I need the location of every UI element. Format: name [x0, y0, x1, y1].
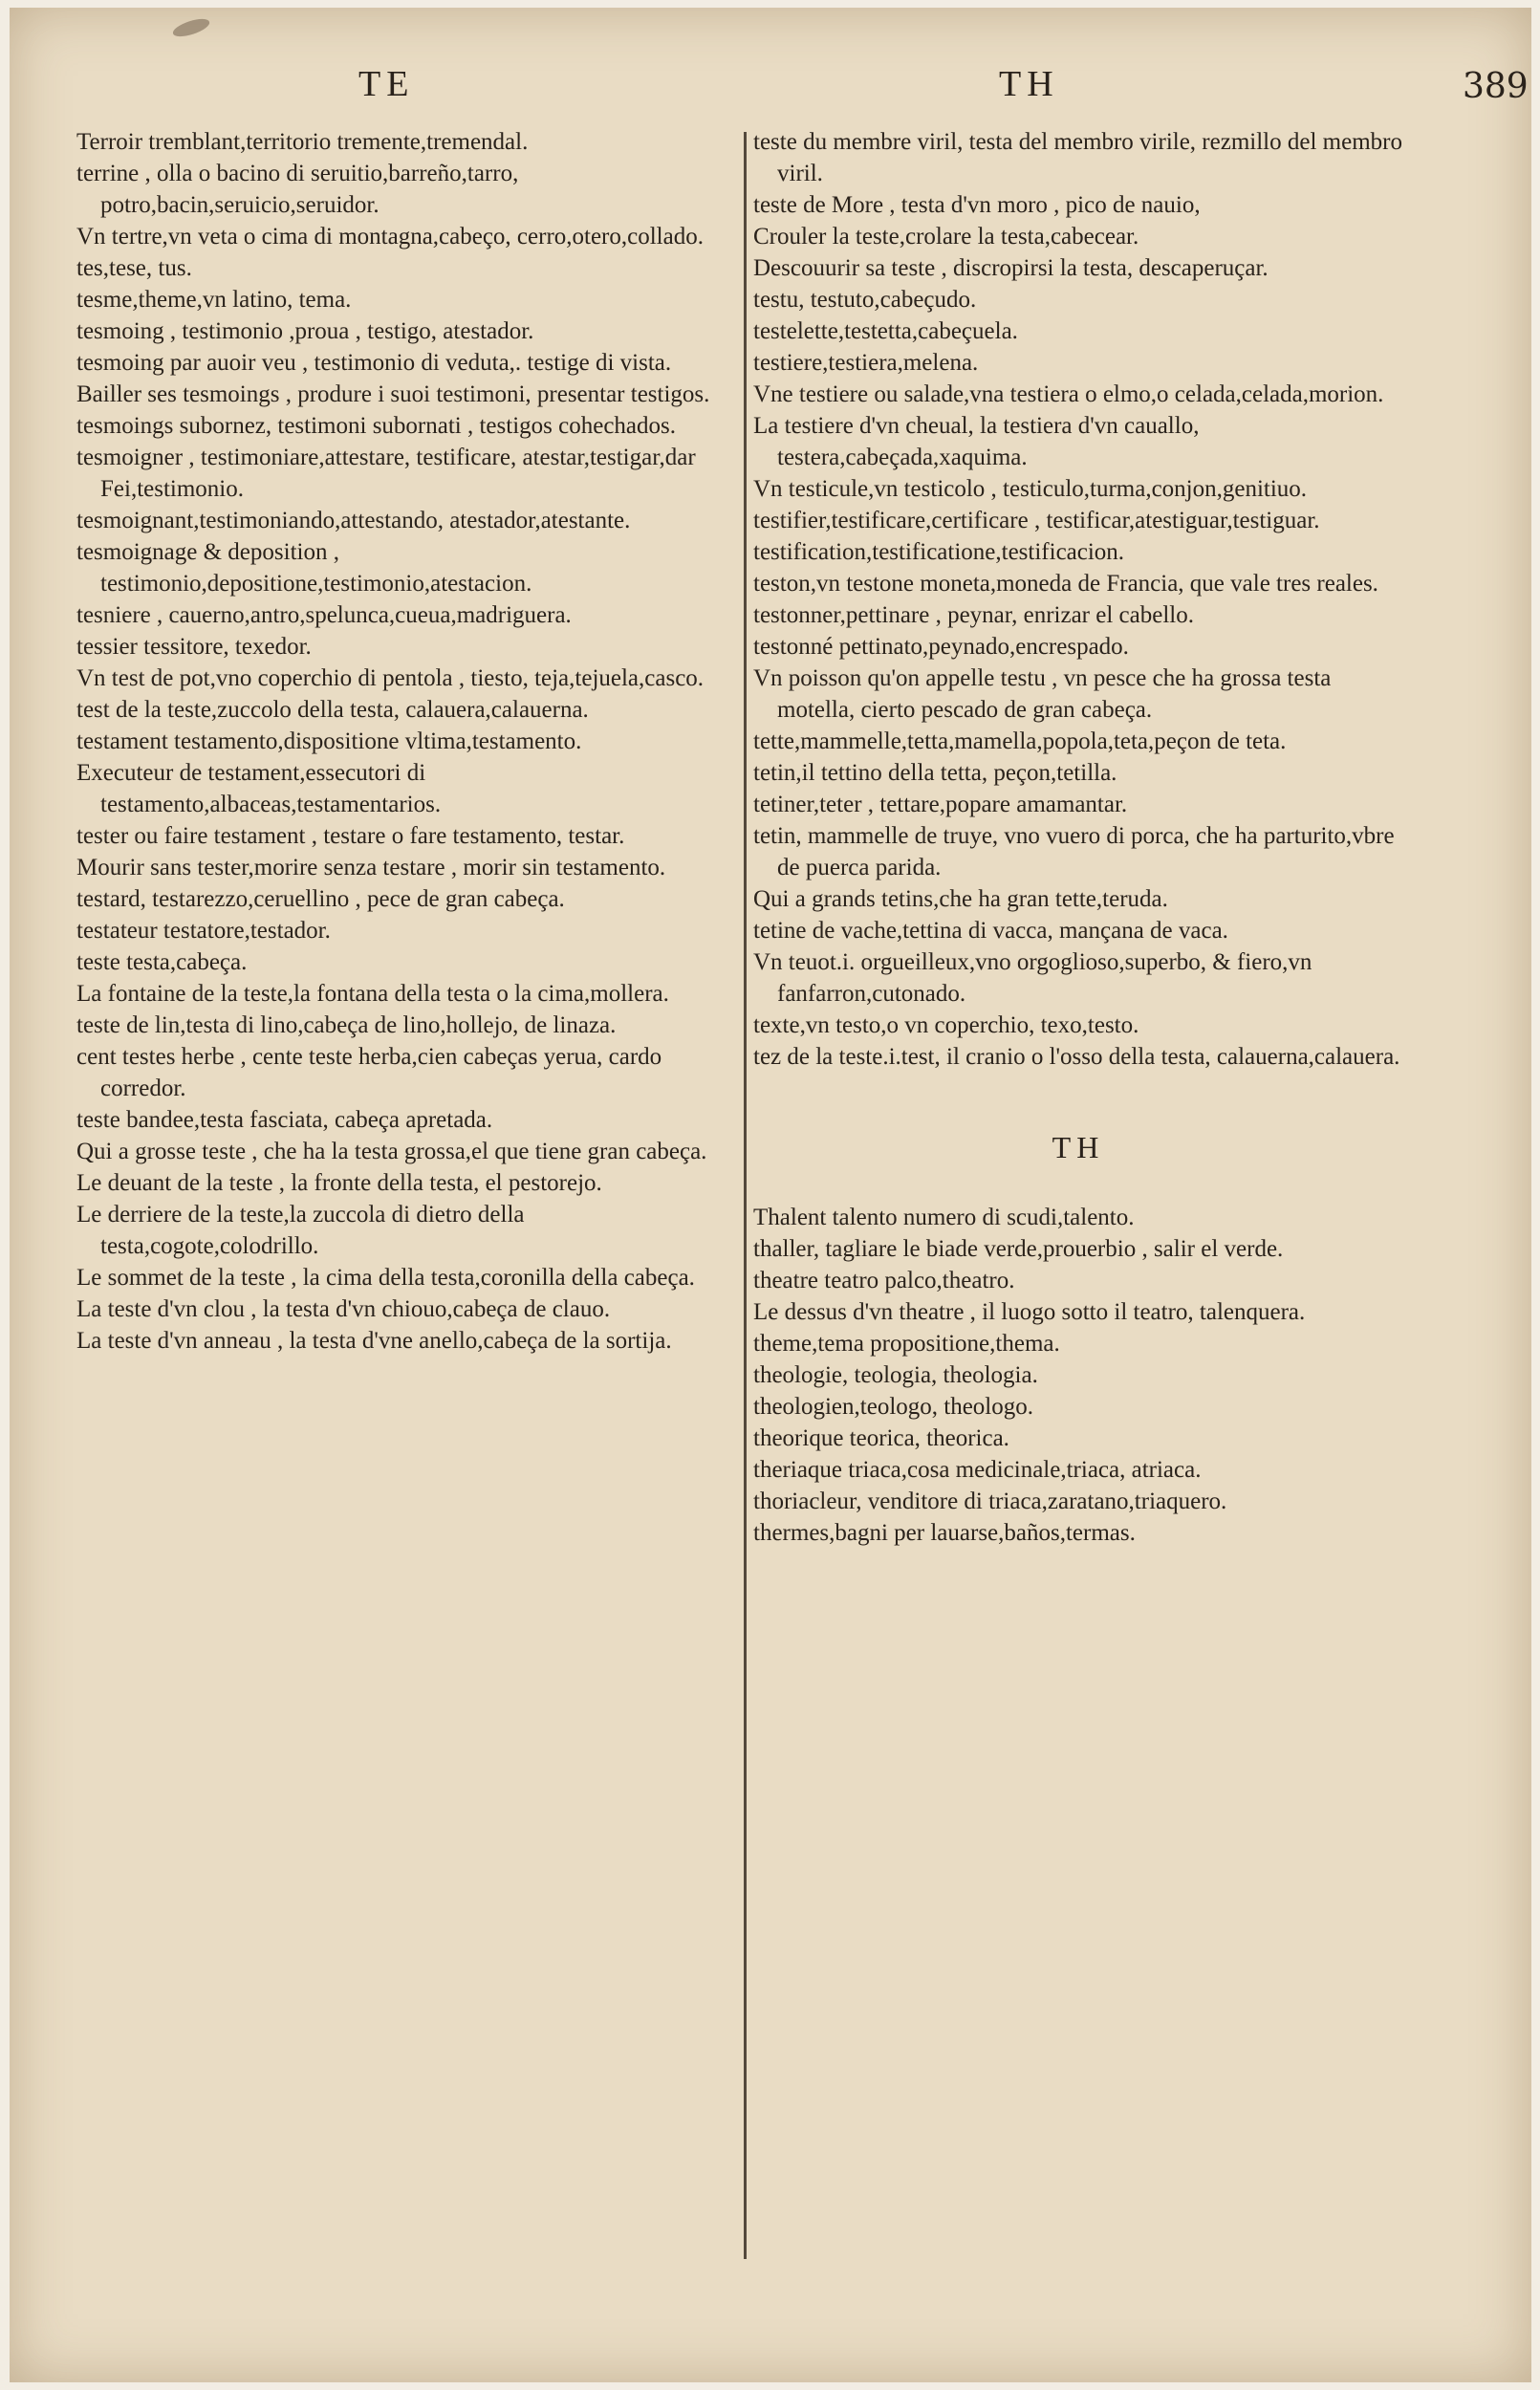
entry: tesmoignant,testimoniando,attestando, atestador,atestante.	[76, 508, 631, 533]
entry: La fontaine de la teste,la fontana della testa o la cima,mollera.	[76, 981, 669, 1007]
entry: cent testes herbe , cente teste herba,cien cabeças yerua, cardo corredor.	[76, 1044, 662, 1101]
entry: Le deuant de la teste , la fronte della testa, el pestorejo.	[76, 1170, 602, 1196]
entry: tetiner,teter , tettare,popare amamantar.	[753, 792, 1128, 817]
entry: Executeur de testament,essecutori di testamento,albaceas,testamentarios.	[76, 760, 442, 817]
entry: La teste d'vn clou , la testa d'vn chiouo,cabeça de clauo.	[76, 1296, 611, 1322]
entry: La testiere d'vn cheual, la testiera d'vn cauallo, testera,cabeçada,xaquima.	[753, 413, 1200, 470]
entry: Qui a grands tetins,che ha gran tette,teruda.	[753, 886, 1168, 912]
entry: theme,tema propositione,thema.	[753, 1331, 1060, 1357]
entry: testament testamento,dispositione vltima,testamento.	[76, 728, 582, 754]
entry: tester ou faire testament , testare o fare testamento, testar.	[76, 823, 625, 849]
th-section-heading: TH	[1052, 1130, 1105, 1164]
entry: testu, testuto,cabeçudo.	[753, 287, 977, 313]
entry: teste testa,cabeça.	[76, 949, 248, 975]
entry: testiere,testiera,melena.	[753, 350, 979, 376]
entry: tetin, mammelle de truye, vno vuero di porca, che ha parturito,vbre de puerca parida.	[753, 823, 1395, 880]
entry: La teste d'vn anneau , la testa d'vne anello,cabeça de la sortija.	[76, 1328, 672, 1354]
entry: theorique teorica, theorica.	[753, 1425, 1009, 1451]
entry: theologien,teologo, theologo.	[753, 1394, 1034, 1420]
left-column-header: TE	[358, 64, 415, 104]
entry: tesmoigner , testimoniare,attestare, testificare, atestar,testigar,dar Fei,testimonio.	[76, 445, 696, 502]
entry: thermes,bagni per lauarse,baños,termas.	[753, 1520, 1136, 1546]
entry: theatre teatro palco,theatro.	[753, 1268, 1015, 1293]
entry: tetine de vache,tettina di vacca, mançana de vaca.	[753, 918, 1228, 944]
entry: tes,tese, tus.	[76, 255, 192, 281]
entry: tesmoings subornez, testimoni subornati , testigos cohechados.	[76, 413, 676, 439]
entry: thaller, tagliare le biade verde,prouerbio , salir el verde.	[753, 1236, 1284, 1262]
entry: Le sommet de la teste , la cima della testa,coronilla della cabeça.	[76, 1265, 695, 1291]
entry: tette,mammelle,tetta,mamella,popola,teta,peçon de teta.	[753, 728, 1287, 754]
entry: tez de la teste.i.test, il cranio o l'osso della testa, calauerna,calauera.	[753, 1044, 1400, 1070]
entry: testifier,testificare,certificare , testificar,atestiguar,testiguar.	[753, 508, 1320, 533]
entry: Vn poisson qu'on appelle testu , vn pesce che ha grossa testa motella, cierto pescado de gran cabeça.	[753, 665, 1332, 723]
entry: theologie, teologia, theologia.	[753, 1362, 1038, 1388]
entry: tesme,theme,vn latino, tema.	[76, 287, 352, 313]
entry: tetin,il tettino della tetta, peçon,tetilla.	[753, 760, 1117, 786]
entry: Vn tertre,vn veta o cima di montagna,cabeço, cerro,otero,collado.	[76, 224, 704, 250]
entry: testard, testarezzo,ceruellino , pece de gran cabeça.	[76, 886, 565, 912]
entry: terrine , olla o bacino di seruitio,barreño,tarro, potro,bacin,seruicio,seruidor.	[76, 161, 519, 218]
right-column	[753, 126, 1403, 1549]
entry: teston,vn testone moneta,moneda de Francia, que vale tres reales.	[753, 571, 1378, 597]
entry: Bailler ses tesmoings , produre i suoi testimoni, presentar testigos.	[76, 381, 710, 407]
entry: Vne testiere ou salade,vna testiera o elmo,o celada,celada,morion.	[753, 381, 1384, 407]
entry: Crouler la teste,crolare la testa,cabecear.	[753, 224, 1139, 250]
entry: testification,testificatione,testificacion.	[753, 539, 1125, 565]
entry: Mourir sans tester,morire senza testare , morir sin testamento.	[76, 855, 666, 880]
entry: tesmoignage & deposition , testimonio,depositione,testimonio,atestacion.	[76, 539, 532, 597]
entry: texte,vn testo,o vn coperchio, texo,testo.	[753, 1012, 1139, 1038]
entry: tesniere , cauerno,antro,spelunca,cueua,madriguera.	[76, 602, 572, 628]
entry: Descouurir sa teste , discropirsi la testa, descaperuçar.	[753, 255, 1269, 281]
column-divider	[744, 132, 747, 2259]
entry: tessier tessitore, texedor.	[76, 634, 312, 660]
entry: testateur testatore,testador.	[76, 918, 331, 944]
entry: thoriacleur, venditore di triaca,zaratano,triaquero.	[753, 1488, 1227, 1514]
ink-smudge	[171, 15, 211, 40]
entry: testonné pettinato,peynado,encrespado.	[753, 634, 1129, 660]
entry: Vn testicule,vn testicolo , testiculo,turma,conjon,genitiuo.	[753, 476, 1308, 502]
entry: Qui a grosse teste , che ha la testa grossa,el que tiene gran cabeça.	[76, 1139, 707, 1164]
entry: teste de lin,testa di lino,cabeça de lino,hollejo, de linaza.	[76, 1012, 617, 1038]
page-number: 389	[1463, 67, 1529, 106]
entry: test de la teste,zuccolo della testa, calauera,calauerna.	[76, 697, 589, 723]
book-page	[10, 8, 1531, 2382]
entry: teste de More , testa d'vn moro , pico de nauio,	[753, 192, 1201, 218]
entry: Le dessus d'vn theatre , il luogo sotto il teatro, talenquera.	[753, 1299, 1306, 1325]
entry: Le derriere de la teste,la zuccola di dietro della testa,cogote,colodrillo.	[76, 1202, 525, 1259]
entry: Thalent talento numero di scudi,talento.	[753, 1205, 1135, 1230]
entry: testelette,testetta,cabeçuela.	[753, 318, 1018, 344]
entry: theriaque triaca,cosa medicinale,triaca, atriaca.	[753, 1457, 1202, 1483]
entry: teste bandee,testa fasciata, cabeça apretada.	[76, 1107, 493, 1133]
entry: teste du membre viril, testa del membro virile, rezmillo del membro viril.	[753, 129, 1402, 186]
right-column-header: TH	[999, 64, 1059, 104]
left-column	[76, 126, 727, 1357]
entry: Vn teuot.i. orgueilleux,vno orgoglioso,superbo, & fiero,vn fanfarron,cutonado.	[753, 949, 1312, 1007]
entry: Vn test de pot,vno coperchio di pentola , tiesto, teja,tejuela,casco.	[76, 665, 705, 691]
entry: testonner,pettinare , peynar, enrizar el cabello.	[753, 602, 1194, 628]
entry: tesmoing , testimonio ,proua , testigo, atestador.	[76, 318, 534, 344]
entry: Terroir tremblant,territorio tremente,tremendal.	[76, 129, 529, 155]
entry: tesmoing par auoir veu , testimonio di veduta,. testige di vista.	[76, 350, 672, 376]
